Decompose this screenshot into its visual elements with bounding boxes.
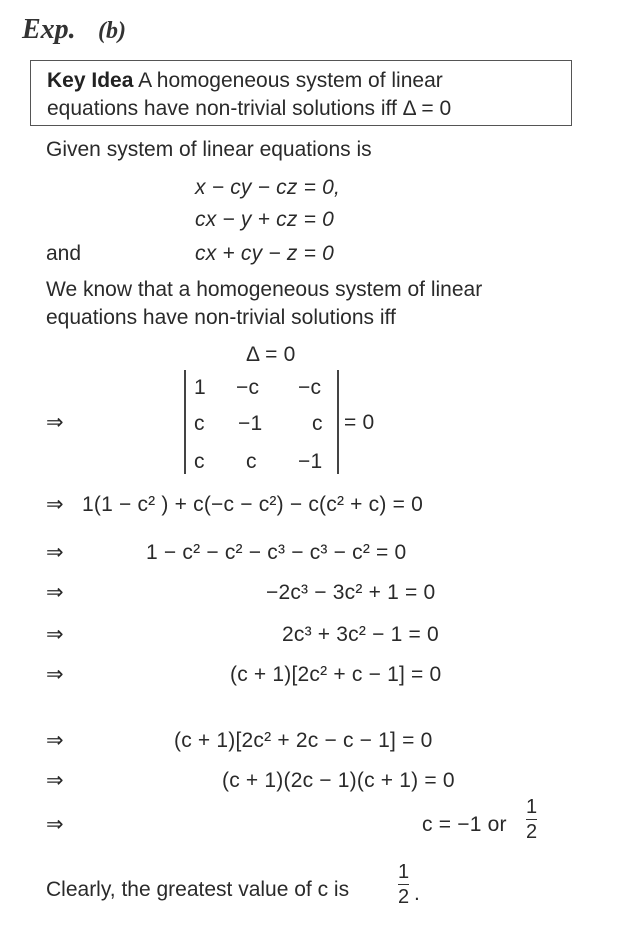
we-know-line-1: We know that a homogeneous system of linear [46,278,483,301]
we-know-line-2: equations have non-trivial solutions iff [46,306,396,329]
det-cell: −1 [238,412,263,435]
implies-arrow: ⇒ [46,729,64,752]
key-idea-label: Key Idea [47,69,134,92]
implies-arrow: ⇒ [46,541,64,564]
det-cell: c [246,450,257,473]
step-5: (c + 1)[2c² + c − 1] = 0 [230,663,442,686]
step-2: 1 − c² − c² − c³ − c³ − c² = 0 [146,541,407,564]
conclusion-text: Clearly, the greatest value of c is [46,878,350,901]
implies-arrow: ⇒ [46,581,64,604]
and-word: and [46,242,82,265]
conclusion-fraction [398,862,409,907]
fraction-numerator: 1 [398,861,410,883]
det-cell: 1 [194,376,206,399]
fraction-one-half [526,797,537,842]
determinant-left-bar [184,370,186,474]
fraction-bar [526,819,537,820]
det-cell: −c [298,376,322,399]
fraction-numerator: 1 [526,796,538,818]
step-6: (c + 1)[2c² + 2c − c − 1] = 0 [174,729,433,752]
determinant-right-bar [337,370,339,474]
key-idea-line-1 [47,70,443,91]
step-7: (c + 1)(2c − 1)(c + 1) = 0 [222,769,455,792]
fraction-denominator: 2 [526,821,538,844]
answer-option: (b) [98,18,126,44]
implies-arrow: ⇒ [46,411,64,434]
key-idea-box [30,60,572,126]
explanation-label: Exp. [22,14,76,45]
conclusion-period: . [414,882,420,905]
fraction-bar [398,884,409,885]
implies-arrow: ⇒ [46,813,64,836]
det-cell: c [312,412,323,435]
det-cell: −1 [298,450,323,473]
equation-1: x − cy − cz = 0, [195,176,341,199]
det-cell: −c [236,376,260,399]
equation-2: cx − y + cz = 0 [195,208,334,231]
given-statement: Given system of linear equations is [46,138,372,161]
delta-equals-zero: Δ = 0 [246,343,296,366]
step-1: 1(1 − c² ) + c(−c − c²) − c(c² + c) = 0 [82,493,423,516]
implies-arrow: ⇒ [46,663,64,686]
step-8: c = −1 or [422,813,507,836]
det-cell: c [194,412,205,435]
implies-arrow: ⇒ [46,623,64,646]
key-idea-text-1: A homogeneous system of linear [138,69,443,92]
equation-3: cx + cy − z = 0 [195,242,334,265]
implies-arrow: ⇒ [46,493,64,516]
determinant-equals: = 0 [344,411,375,434]
fraction-denominator: 2 [398,886,410,909]
det-cell: c [194,450,205,473]
step-3: −2c³ − 3c² + 1 = 0 [266,581,436,604]
step-4: 2c³ + 3c² − 1 = 0 [282,623,439,646]
key-idea-text-2: equations have non-trivial solutions iff Δ = 0 [47,97,452,120]
implies-arrow: ⇒ [46,769,64,792]
